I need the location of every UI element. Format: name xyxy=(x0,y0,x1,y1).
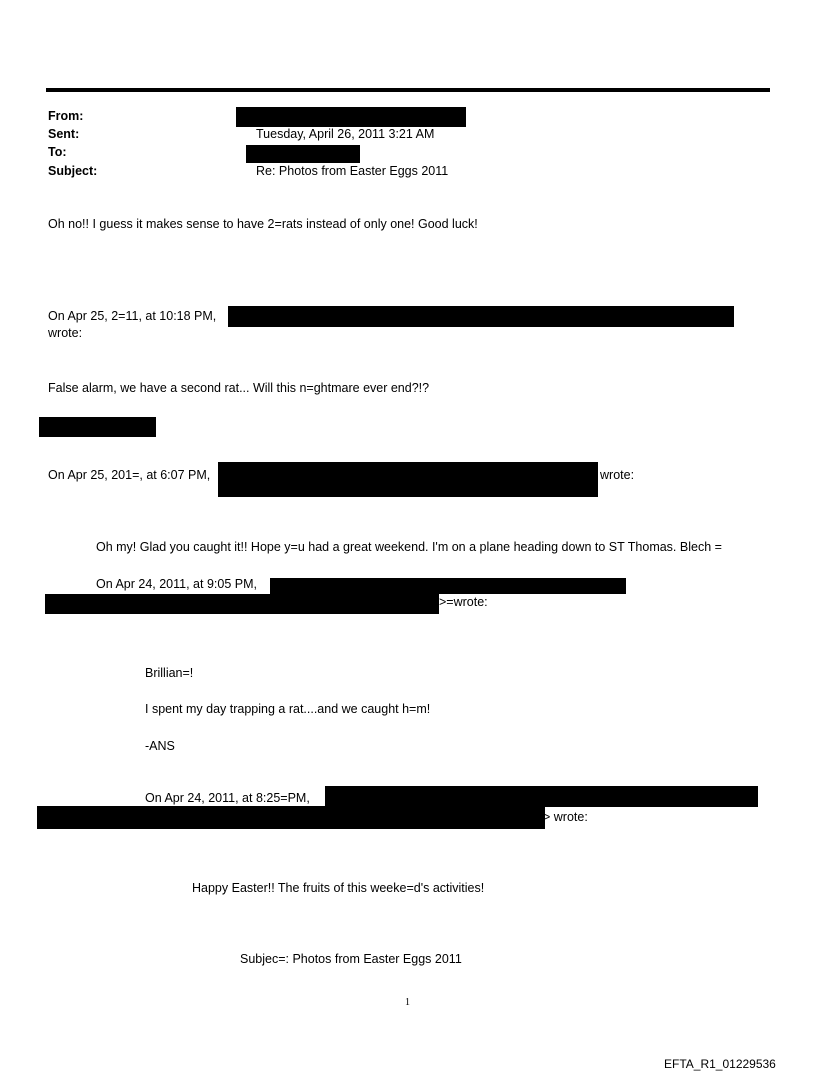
quote2-wrote: wrote: xyxy=(600,468,635,482)
quote3-line3: -ANS xyxy=(145,739,175,753)
sent-value: Tuesday, April 26, 2011 3:21 AM xyxy=(256,127,435,141)
reply-text: Oh no!! I guess it makes sense to have 2=rats instead of only one! Good luck! xyxy=(48,217,478,231)
quote4-sender-redaction xyxy=(325,786,758,807)
document-id: EFTA_R1_01229536 xyxy=(664,1057,776,1071)
quote4-wrote: > wrote: xyxy=(543,810,588,824)
quote3-sender-redaction xyxy=(270,578,626,594)
sent-label: Sent: xyxy=(48,127,80,141)
subject-label: Subject: xyxy=(48,164,98,178)
header-divider xyxy=(46,88,770,92)
quote3-email-redaction xyxy=(45,594,439,614)
quote4-attribution: On Apr 24, 2011, at 8:25=PM, xyxy=(145,791,310,805)
quote2-attribution: On Apr 25, 201=, at 6:07 PM, xyxy=(48,468,211,482)
quote1-attribution: On Apr 25, 2=11, at 10:18 PM, xyxy=(48,309,217,323)
quote5-subject: Subjec=: Photos from Easter Eggs 2011 xyxy=(240,952,462,966)
quote3-line2: I spent my day trapping a rat....and we caught h=m! xyxy=(145,702,431,716)
quote3-wrote: >=wrote: xyxy=(439,595,488,609)
quote2-text: Oh my! Glad you caught it!! Hope y=u had a great weekend. I'm on a plane heading down to ST Thomas. Blech = xyxy=(96,540,722,554)
from-redaction xyxy=(236,107,466,127)
quote3-attribution: On Apr 24, 2011, at 9:05 PM, xyxy=(96,577,257,591)
quote4-text: Happy Easter!! The fruits of this weeke=d's activities! xyxy=(192,881,485,895)
quote1-wrote: wrote: xyxy=(48,326,83,340)
quote1-sender-redaction xyxy=(228,306,734,327)
page-number: 1 xyxy=(405,997,410,1008)
quote4-email-redaction xyxy=(37,806,545,829)
to-redaction xyxy=(246,145,360,163)
quote2-sender-redaction xyxy=(218,462,598,497)
quote3-line1: Brillian=! xyxy=(145,666,194,680)
signature-redaction xyxy=(39,417,156,437)
to-label: To: xyxy=(48,145,67,159)
subject-value: Re: Photos from Easter Eggs 2011 xyxy=(256,164,449,178)
from-label: From: xyxy=(48,109,84,123)
quote1-text: False alarm, we have a second rat... Will this n=ghtmare ever end?!? xyxy=(48,381,430,395)
